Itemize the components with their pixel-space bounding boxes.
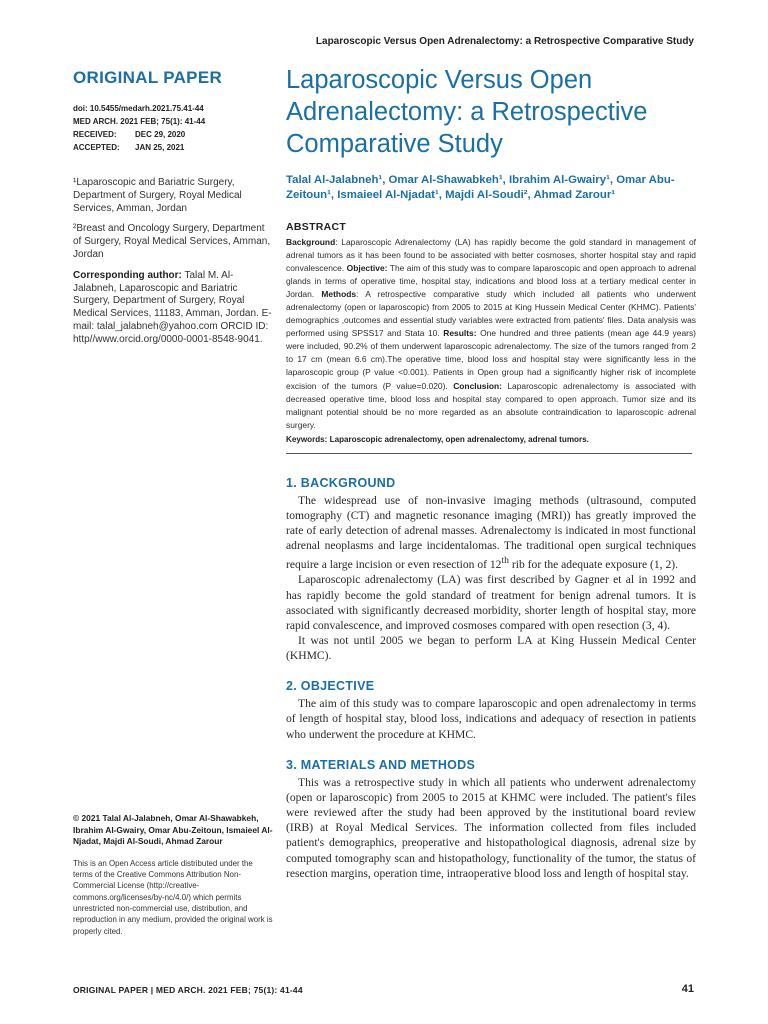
affiliations bbox=[73, 177, 273, 262]
abstract-methods-text: : A retrospective comparative study which included all patients who underwent adrenalectomy (open or laparoscopic) from 2005 to 2015 at King Hussein Medical Center (KHMC). Patients' demographics ,outcomes and essential study variables were extracted from patients' files. Data analysis was performed using SPSS17 and Stata 10. bbox=[286, 289, 696, 339]
section-heading-methods: 3. MATERIALS AND METHODS bbox=[286, 757, 476, 772]
abstract-background-text: : Laparoscopic Adrenalectomy (LA) has rapidly become the gold standard in management of adrenal tumors as it has been found to be associated with better cosmoses, shorter hospital stay and rapid convalescence. bbox=[286, 237, 696, 274]
background-paragraph-1-b: rib for the adequate exposure (1, 2). bbox=[509, 558, 679, 572]
section-heading-objective: 2. OBJECTIVE bbox=[286, 679, 375, 694]
background-paragraph-3: It was not until 2005 we began to perform LA at King Hussein Medical Center (KHMC). bbox=[286, 633, 696, 663]
affiliation-1: ¹Laparoscopic and Bariatric Surgery, Department of Surgery, Royal Medical Services, Amman, Jordan bbox=[73, 177, 242, 214]
received-value: DEC 29, 2020 bbox=[135, 130, 186, 139]
section-heading-background: 1. BACKGROUND bbox=[286, 475, 396, 490]
article-meta bbox=[73, 102, 273, 154]
footer-citation: ORIGINAL PAPER | MED ARCH. 2021 FEB; 75(1): 41-44 bbox=[73, 985, 303, 995]
methods-paragraph-1: This was a retrospective study in which all patients who underwent adrenalectomy (open or laparoscopic) from 2005 to 2015 at KHMC were included. The patient's files were reviewed after the study had been approved by the institutional board review (IRB) at Royal Medical Services. The information collected from files included patient's demographics, preoperative and histopathological diagnosis, adrenal size by computed tomography scan and histopathology, functionality of the tumor, the status of resection margins, operation time, intraoperative blood loss and length of hospital stay. bbox=[286, 775, 696, 880]
license-block bbox=[73, 813, 273, 937]
background-paragraph-1-sup: th bbox=[501, 555, 509, 567]
accepted-key: ACCEPTED: bbox=[73, 143, 120, 152]
corresponding-author bbox=[73, 270, 273, 347]
abstract-results-label: Results: bbox=[443, 328, 477, 339]
affiliation-2: ²Breast and Oncology Surgery, Department of Surgery, Royal Medical Services, Amman, Jordan bbox=[73, 223, 271, 260]
article-title: Laparoscopic Versus Open Adrenalectomy: a Retrospective Comparative Study bbox=[286, 66, 648, 158]
abstract-objective-text: The aim of this study was to compare laparoscopic and open approach to adrenal glands in terms of operative time, hospital stay, indications and blood loss at a tertiary medical center in Jordan. bbox=[286, 263, 696, 300]
abstract-results-text: One hundred and three patients (mean age 44.9 years) were included, 90.2% of them underwent laparoscopic adrenalectomy. The size of the tumors ranged from 2 to 17 cm (mean 6.6 cm).The operative time, blood loss and hospital stay were significantly less in the laparoscopic group (P value <0.001). Patients in Open group had a significantly higher risk of incomplete excision of the tumors (P value=0.020). bbox=[286, 328, 696, 391]
main-column bbox=[286, 64, 696, 881]
abstract-conclusion-label: Conclusion: bbox=[453, 380, 502, 391]
abstract-methods-label: Methods bbox=[321, 289, 357, 300]
background-paragraph-1 bbox=[286, 493, 696, 573]
abstract-background-label: Background bbox=[286, 237, 336, 247]
copyright-notice: © 2021 Talal Al-Jalabneh, Omar Al-Shawabkeh, Ibrahim Al-Gwairy, Omar Abu-Zeitoun, Ismaieel Al-Njadat, Majdi Al-Soudi, Ahmad Zarour bbox=[73, 813, 273, 847]
abstract-heading: ABSTRACT bbox=[286, 221, 347, 233]
corresponding-author-label: Corresponding author: bbox=[73, 269, 182, 281]
citation: MED ARCH. 2021 FEB; 75(1): 41-44 bbox=[73, 117, 206, 126]
abstract-divider bbox=[286, 453, 692, 454]
background-paragraph-2: Laparoscopic adrenalectomy (LA) was first described by Gagner et al in 1992 and has rapidly become the gold standard of treatment for benign adrenal tumors. It is associated with significantly decreased morbidity, shorter length of hospital stay, more rapid convalescence, and improved cosmoses compared with open resection (3, 4). bbox=[286, 573, 696, 632]
doi[interactable]: doi: 10.5455/medarh.2021.75.41-44 bbox=[73, 104, 204, 113]
accepted-row bbox=[73, 141, 273, 154]
corresponding-author-text: Talal M. Al-Jalabneh, Laparoscopic and Bariatric Surgery, Department of Surgery, Royal Medical Services, 11183, Amman, Jordan. E-mail: talal_jalabneh@yahoo.com ORCID ID: http//www.orcid.org/0000-0001-8548-9041. bbox=[73, 269, 272, 345]
license-text: This is an Open Access article distributed under the terms of the Creative Commons Attribution Non-Commercial License (http://creative-commons.org/licenses/by-nc/4.0/) which permits unrestricted non-commercial use, distribution, and reproduction in any medium, provided the original work is properly cited. bbox=[73, 858, 273, 936]
abstract-conclusion-text: Laparoscopic adrenalectomy is associated with decreased operative time, blood loss and hospital stay compared to open approach. Tumor size and its malignant potential should be no more regarded as an absolute contraindication to laparoscopic adrenal surgery. bbox=[286, 380, 696, 430]
received-key: RECEIVED: bbox=[73, 130, 117, 139]
objective-paragraph-1: The aim of this study was to compare laparoscopic and open adrenalectomy in terms of length of hospital stay, blood loss, indications and adequacy of resection in patients who underwent the procedure at KHMC. bbox=[286, 697, 696, 741]
left-column bbox=[73, 68, 273, 347]
received-row bbox=[73, 128, 273, 141]
article-type-label: ORIGINAL PAPER bbox=[73, 68, 223, 87]
abstract-body bbox=[286, 236, 696, 432]
running-head: Laparoscopic Versus Open Adrenalectomy: a Retrospective Comparative Study bbox=[315, 36, 694, 47]
accepted-value: JAN 25, 2021 bbox=[135, 143, 185, 152]
page-number: 41 bbox=[681, 983, 694, 995]
abstract-objective-label: Objective: bbox=[346, 263, 388, 274]
author-list: Talal Al-Jalabneh¹, Omar Al-Shawabkeh¹, Ibrahim Al-Gwairy¹, Omar Abu-Zeitoun¹, Ismaieel Al-Njadat¹, Majdi Al-Soudi², Ahmad Zarour¹ bbox=[286, 174, 675, 201]
background-paragraph-1-a: The widespread use of non-invasive imaging methods (ultrasound, computed tomography (CT) and magnetic resonance imaging (MRI)) has greatly improved the rate of early detection of adrenal masses. Adrenalectomy is indicated in most functional adrenal neoplasms and large incidentalomas. The traditional open surgical techniques require a large incision or even resection of 12 bbox=[286, 493, 696, 572]
keywords: Keywords: Laparoscopic adrenalectomy, open adrenalectomy, adrenal tumors. bbox=[286, 434, 589, 444]
